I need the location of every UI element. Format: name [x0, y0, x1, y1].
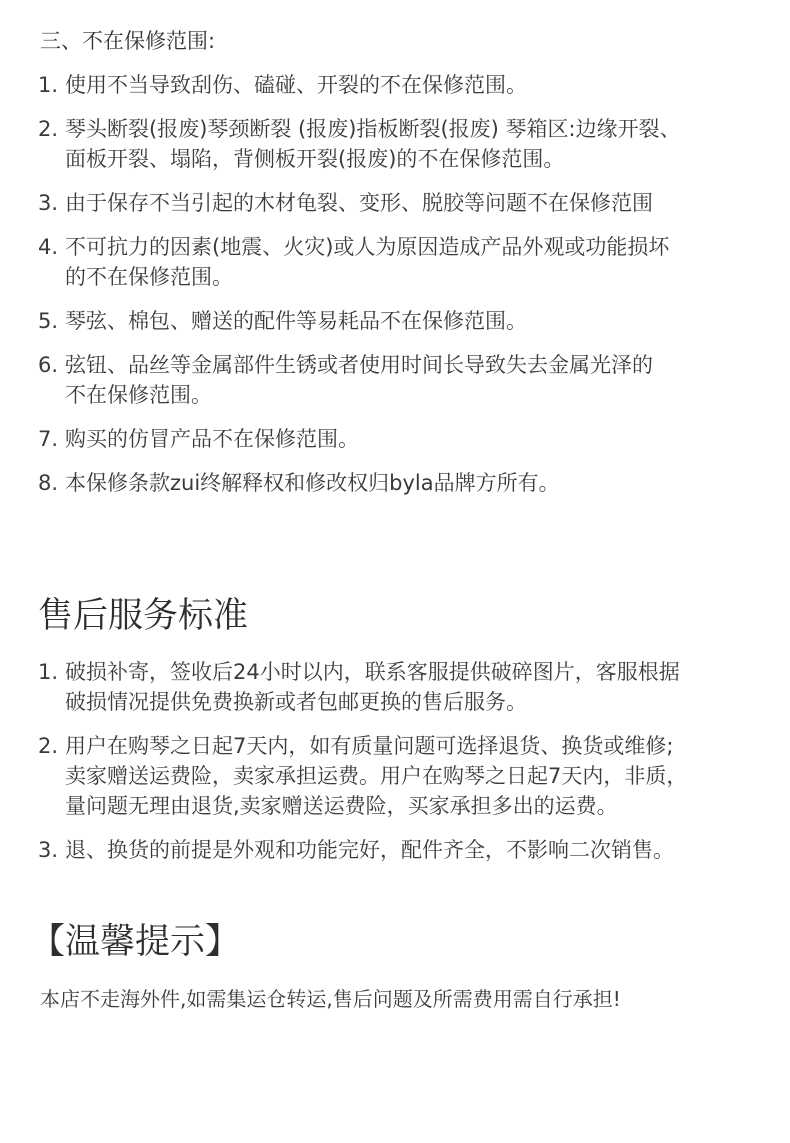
list-item-number: 1. [38, 73, 59, 97]
list-item-text: 使用不当导致刮伤、磕碰、开裂的不在保修范围。 [65, 73, 527, 97]
list-item-number: 8. [38, 471, 59, 495]
list-item-text: 弦钮、品丝等金属部件生锈或者使用时间长导致失去金属光泽的 不在保修范围。 [65, 353, 653, 407]
list-item-text: 琴头断裂(报废)琴颈断裂 (报废)指板断裂(报废) 琴箱区:边缘开裂、 面板开裂、塌陷，背侧板开裂(报废)的不在保修范围。 [65, 117, 681, 171]
list-item-number: 2. [38, 117, 59, 141]
warranty-exclusions-heading: 三、不在保修范围: [40, 29, 216, 53]
list-item [38, 657, 758, 717]
list-item-text: 不可抗力的因素(地震、火灾)或人为原因造成产品外观或功能损坏 的不在保修范围。 [65, 235, 670, 289]
list-item-number: 1. [38, 660, 59, 684]
list-item [38, 350, 758, 410]
tips-heading: 【温馨提示】 [30, 922, 241, 962]
list-item [38, 70, 758, 100]
list-item-text: 本保修条款zui终解释权和修改权归byla品牌方所有。 [65, 471, 560, 495]
after-sales-heading: 售后服务标准 [38, 596, 249, 636]
list-item-text: 购买的仿冒产品不在保修范围。 [65, 427, 359, 451]
list-item-number: 7. [38, 427, 59, 451]
list-item-text: 退、换货的前提是外观和功能完好，配件齐全，不影响二次销售。 [65, 838, 674, 862]
tips-text: 本店不走海外件,如需集运仓转运,售后问题及所需费用需自行承担! [40, 987, 621, 1011]
list-item-text: 用户在购琴之日起7天内，如有质量问题可选择退货、换货或维修; 卖家赠送运费险，卖家承担运费。用户在购琴之日起7天内，非质， 量问题无理由退货,卖家赠送运费险，买家承担多出的运费。 [65, 734, 688, 818]
list-item [38, 731, 758, 821]
list-item-number: 4. [38, 235, 59, 259]
list-item-number: 3. [38, 838, 59, 862]
list-item-text: 破损补寄，签收后24小时以内，联系客服提供破碎图片，客服根据 破损情况提供免费换新或者包邮更换的售后服务。 [65, 660, 680, 714]
list-item-text: 由于保存不当引起的木材龟裂、变形、脱胶等问题不在保修范围 [65, 191, 653, 215]
list-item [38, 424, 758, 454]
warranty-exclusions-list [38, 70, 758, 498]
list-item [38, 835, 758, 865]
list-item [38, 114, 758, 174]
list-item-text: 琴弦、棉包、赠送的配件等易耗品不在保修范围。 [65, 309, 527, 333]
list-item-number: 2. [38, 734, 59, 758]
list-item-number: 5. [38, 309, 59, 333]
list-item-number: 6. [38, 353, 59, 377]
list-item-number: 3. [38, 191, 59, 215]
list-item [38, 468, 758, 498]
list-item [38, 188, 758, 218]
after-sales-list [38, 657, 758, 865]
list-item [38, 232, 758, 292]
list-item [38, 306, 758, 336]
